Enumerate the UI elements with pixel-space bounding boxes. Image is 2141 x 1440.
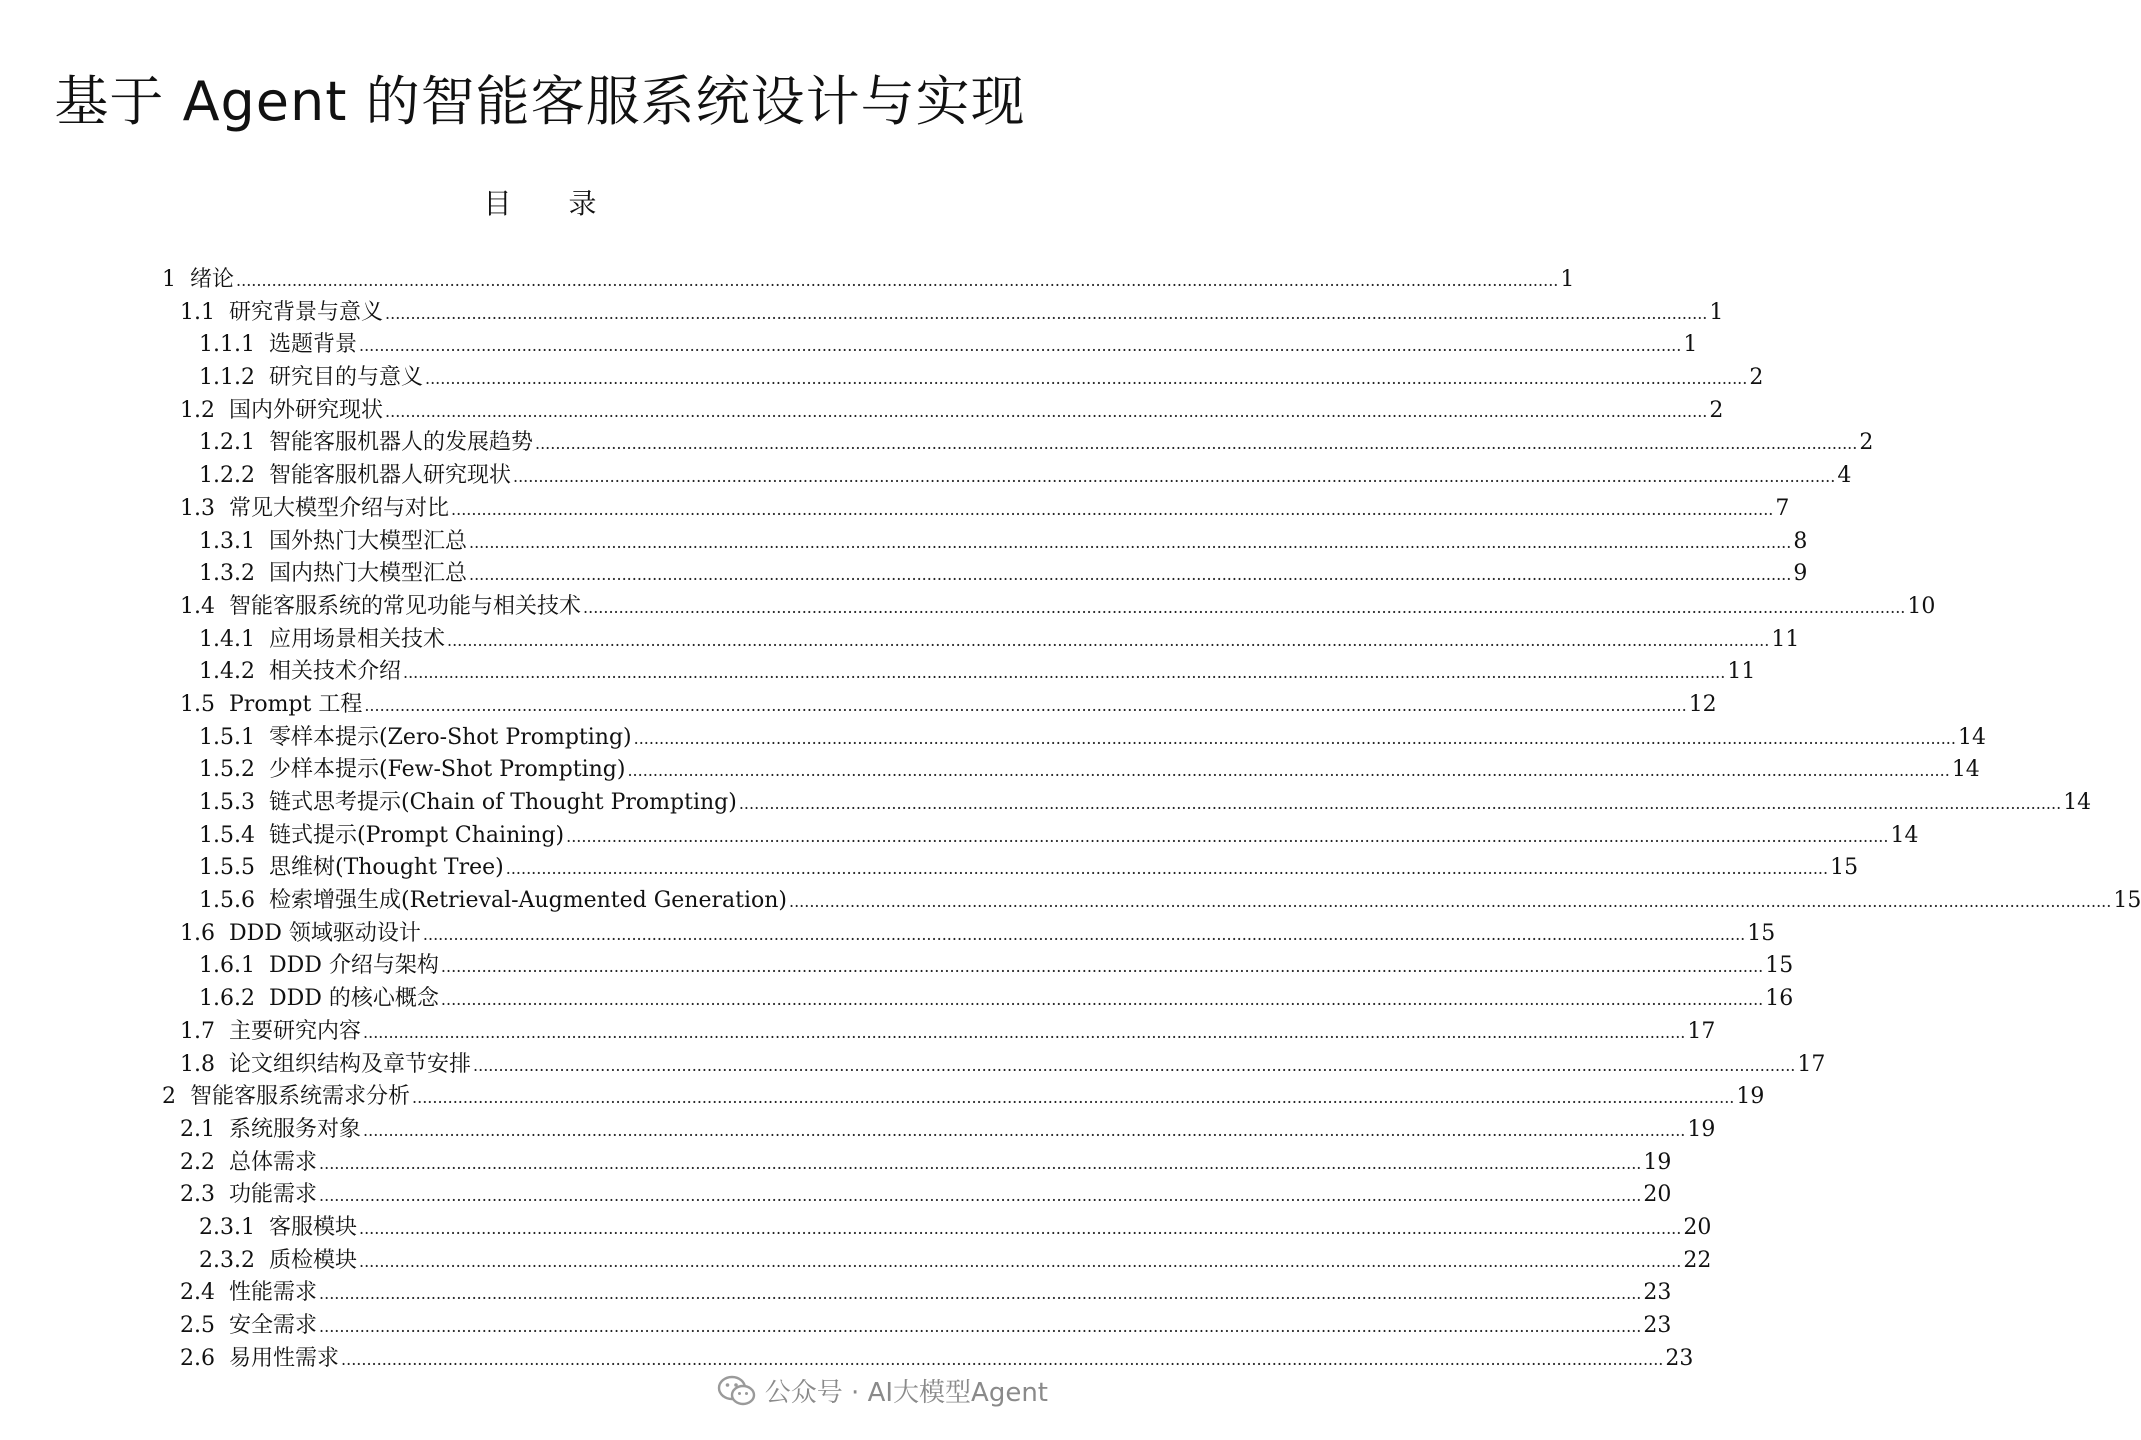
toc-leader-dots: .................................................................................................................................................................................................................................................................... [385, 303, 1708, 323]
toc-entry-page: 15 [2113, 888, 2141, 914]
toc-entry-page: 23 [1643, 1280, 1672, 1306]
toc-entry-page: 2 [1859, 430, 1874, 456]
toc-entry-page: 1 [1560, 267, 1575, 292]
toc-leader-dots: .................................................................................................................................................................................................................................................................... [425, 369, 1748, 389]
toc-entry-title: 应用场景相关技术 [268, 626, 445, 652]
toc-entry-number: 1.4.1 [199, 626, 255, 652]
toc-leader-dots: .................................................................................................................................................................................................................................................................... [319, 1317, 1642, 1336]
toc-entry-title: 易用性需求 [229, 1345, 340, 1371]
toc-entry-title: 相关技术介绍 [268, 659, 401, 685]
toc-entry-page: 12 [1688, 691, 1717, 717]
toc-entry-number: 2.1 [180, 1116, 215, 1142]
toc-entry-title: DDD 的核心概念 [268, 986, 439, 1012]
toc-entry-number: 2 [162, 1084, 176, 1110]
toc-leader-dots: .................................................................................................................................................................................................................................................................... [627, 761, 1950, 781]
toc-entry-number: 2.3.2 [199, 1247, 255, 1273]
toc-entry[interactable] [162, 493, 1790, 526]
toc-leader-dots: .................................................................................................................................................................................................................................................................... [359, 336, 1682, 356]
toc-entry-title: 绪论 [190, 267, 235, 292]
toc-entry-number: 1.7 [180, 1018, 215, 1044]
toc-entry-number: 1.2.1 [199, 430, 255, 456]
toc-leader-dots: .................................................................................................................................................................................................................................................................... [412, 1088, 1735, 1108]
toc-entry-number: 1.5.6 [199, 888, 255, 914]
toc-entry[interactable] [162, 558, 1808, 591]
toc-leader-dots: .................................................................................................................................................................................................................................................................... [319, 1186, 1642, 1206]
toc-leader-dots: .................................................................................................................................................................................................................................................................... [583, 597, 1906, 617]
toc-entry[interactable] [162, 1343, 1694, 1376]
toc-entry[interactable] [162, 591, 1936, 624]
toc-leader-dots: .................................................................................................................................................................................................................................................................... [789, 892, 2112, 912]
toc-entry-page: 14 [1890, 822, 1919, 848]
toc-entry-number: 2.2 [180, 1149, 215, 1175]
toc-entry-page: 1 [1683, 332, 1698, 358]
toc-entry[interactable] [162, 1277, 1672, 1310]
toc-entry-number: 1.5.4 [199, 822, 255, 848]
toc-entry[interactable] [162, 1179, 1672, 1212]
toc-leader-dots: .................................................................................................................................................................................................................................................................... [469, 565, 1792, 585]
toc-leader-dots: .................................................................................................................................................................................................................................................................... [566, 826, 1889, 846]
toc-entry[interactable] [162, 362, 1764, 395]
toc-entry-page: 23 [1643, 1313, 1672, 1338]
toc-leader-dots: .................................................................................................................................................................................................................................................................... [451, 499, 1774, 519]
toc-entry-page: 15 [1765, 953, 1794, 979]
toc-entry-title: 智能客服系统需求分析 [190, 1084, 411, 1110]
toc-entry[interactable] [162, 1245, 1712, 1278]
toc-entry-page: 14 [1957, 724, 1986, 750]
toc-leader-dots: .................................................................................................................................................................................................................................................................... [535, 434, 1858, 454]
toc-entry-title: 智能客服机器人的发展趋势 [268, 430, 533, 456]
toc-entry-number: 1 [162, 267, 176, 292]
toc-entry-page: 2 [1749, 365, 1764, 391]
toc-entry-page: 10 [1907, 593, 1936, 619]
toc-heading: 目 录 [483, 187, 621, 220]
toc-entry-number: 1.4 [180, 593, 215, 619]
toc-leader-dots: .................................................................................................................................................................................................................................................................... [359, 1218, 1682, 1238]
toc-entry-title: 质检模块 [268, 1247, 357, 1273]
toc-entry-title: 链式思考提示(Chain of Thought Prompting) [268, 790, 737, 815]
toc-entry-title: 国外热门大模型汇总 [268, 528, 467, 554]
toc-entry[interactable] [162, 624, 1800, 657]
toc-leader-dots: .................................................................................................................................................................................................................................................................... [363, 1022, 1686, 1042]
toc-leader-dots: .................................................................................................................................................................................................................................................................... [236, 271, 1559, 290]
toc-entry-page: 23 [1665, 1345, 1694, 1371]
toc-entry-number: 1.5.2 [199, 757, 255, 783]
toc-entry-title: 主要研究内容 [229, 1018, 362, 1044]
toc-entry[interactable] [162, 395, 1724, 428]
toc-entry-title: 功能需求 [229, 1182, 318, 1208]
toc-entry-page: 15 [1830, 855, 1859, 881]
toc-entry[interactable] [162, 754, 1980, 787]
toc-entry-number: 1.5 [180, 691, 215, 717]
toc-entry-title: 选题背景 [268, 332, 357, 358]
toc-entry-number: 1.5.5 [199, 855, 255, 881]
toc-entry-number: 1.2 [180, 397, 215, 423]
toc-leader-dots: .................................................................................................................................................................................................................................................................... [403, 663, 1726, 683]
toc-entry-page: 22 [1683, 1247, 1712, 1273]
watermark [717, 1372, 1048, 1409]
toc-entry-page: 16 [1765, 986, 1794, 1012]
toc-entry-title: DDD 领域驱动设计 [229, 920, 421, 946]
toc-entry[interactable] [162, 1049, 1826, 1082]
toc-entry-number: 1.1 [180, 299, 215, 325]
toc-entry[interactable] [162, 1212, 1712, 1245]
toc-entry[interactable] [162, 689, 1717, 722]
toc-entry-number: 1.3.2 [199, 561, 255, 587]
toc-entry[interactable] [162, 918, 1776, 951]
toc-entry[interactable] [162, 1147, 1672, 1180]
toc-entry-title: 客服模块 [268, 1214, 357, 1240]
toc-entry-number: 1.8 [180, 1051, 215, 1077]
toc-entry-page: 14 [1951, 757, 1980, 783]
toc-entry-title: 性能需求 [229, 1280, 318, 1306]
toc-entry[interactable] [162, 1310, 1672, 1343]
watermark-text: 公众号 · AI大模型Agent [764, 1378, 1048, 1408]
toc-leader-dots: .................................................................................................................................................................................................................................................................... [319, 1153, 1642, 1173]
toc-entry-title: 国内热门大模型汇总 [268, 561, 467, 587]
toc-entry-number: 2.3 [180, 1182, 215, 1208]
toc-leader-dots: .................................................................................................................................................................................................................................................................... [469, 532, 1792, 552]
toc-entry-number: 1.6.2 [199, 986, 255, 1012]
toc-entry-page: 20 [1683, 1214, 1712, 1240]
toc-leader-dots: .................................................................................................................................................................................................................................................................... [364, 695, 1687, 715]
toc-leader-dots: .................................................................................................................................................................................................................................................................... [513, 467, 1836, 487]
toc-entry-page: 1 [1709, 299, 1724, 325]
toc-leader-dots: .................................................................................................................................................................................................................................................................... [440, 957, 1764, 977]
toc-entry[interactable] [162, 983, 1794, 1016]
toc-entry-page: 9 [1793, 561, 1808, 587]
toc-entry[interactable] [162, 329, 1698, 362]
toc-entry-number: 1.1.1 [199, 332, 255, 358]
toc-entry[interactable] [162, 1081, 1765, 1114]
document-title: 基于 Agent 的智能客服系统设计与实现 [54, 70, 1026, 133]
toc-entry-number: 1.3 [180, 495, 215, 521]
toc-entry-title: 论文组织结构及章节安排 [229, 1051, 472, 1077]
toc-entry-page: 7 [1775, 495, 1790, 521]
toc-entry-title: 系统服务对象 [229, 1116, 362, 1142]
toc-entry-title: DDD 介绍与架构 [268, 953, 439, 979]
toc-leader-dots: .................................................................................................................................................................................................................................................................... [440, 990, 1764, 1010]
toc-entry-page: 19 [1736, 1084, 1765, 1110]
toc-entry[interactable] [162, 1016, 1716, 1049]
toc-entry-number: 1.5.3 [199, 790, 255, 815]
toc-entry-number: 2.6 [180, 1345, 215, 1371]
toc-entry-title: 思维树(Thought Tree) [268, 855, 504, 881]
toc-entry[interactable] [162, 656, 1756, 689]
toc-entry-number: 1.3.1 [199, 528, 255, 554]
toc-entry[interactable] [162, 820, 1919, 853]
toc-entry-page: 8 [1793, 528, 1808, 554]
toc-entry-number: 1.5.1 [199, 724, 255, 750]
toc-entry[interactable] [162, 852, 1859, 885]
toc-entry-title: Prompt 工程 [229, 691, 363, 717]
toc-leader-dots: .................................................................................................................................................................................................................................................................... [422, 924, 1746, 944]
toc-entry-number: 1.6 [180, 920, 215, 946]
toc-entry-page: 14 [2063, 790, 2092, 815]
toc-leader-dots: .................................................................................................................................................................................................................................................................... [363, 1120, 1686, 1140]
toc-entry[interactable] [162, 787, 2092, 820]
toc-entry-number: 1.4.2 [199, 659, 255, 685]
toc-leader-dots: .................................................................................................................................................................................................................................................................... [738, 794, 2062, 813]
toc-leader-dots: .................................................................................................................................................................................................................................................................... [447, 630, 1770, 650]
toc-leader-dots: .................................................................................................................................................................................................................................................................... [341, 1349, 1664, 1369]
toc-entry-page: 4 [1837, 463, 1852, 489]
table-of-contents [162, 264, 2141, 1375]
toc-leader-dots: .................................................................................................................................................................................................................................................................... [505, 859, 1829, 879]
toc-entry-page: 19 [1643, 1149, 1672, 1175]
toc-entry-title: 国内外研究现状 [229, 397, 384, 423]
toc-entry-title: 常见大模型介绍与对比 [229, 495, 450, 521]
toc-entry-page: 2 [1709, 397, 1724, 423]
toc-entry-title: 智能客服机器人研究现状 [268, 463, 511, 489]
wechat-logo-icon [717, 1374, 757, 1408]
toc-entry-page: 17 [1797, 1051, 1826, 1077]
toc-leader-dots: .................................................................................................................................................................................................................................................................... [633, 728, 1956, 748]
toc-entry-title: 零样本提示(Zero-Shot Prompting) [268, 724, 632, 750]
toc-entry[interactable] [162, 1114, 1716, 1147]
toc-entry-page: 20 [1643, 1182, 1672, 1208]
toc-entry-number: 1.2.2 [199, 463, 255, 489]
toc-entry-page: 19 [1687, 1116, 1716, 1142]
toc-entry-title: 智能客服系统的常见功能与相关技术 [229, 593, 582, 619]
toc-entry[interactable] [162, 722, 1986, 755]
toc-entry-page: 15 [1747, 920, 1776, 946]
toc-entry-page: 11 [1771, 626, 1800, 652]
toc-entry[interactable] [162, 526, 1808, 559]
toc-entry-number: 1.6.1 [199, 953, 255, 979]
toc-entry-title: 少样本提示(Few-Shot Prompting) [268, 757, 626, 783]
toc-entry-page: 17 [1687, 1018, 1716, 1044]
toc-entry-title: 链式提示(Prompt Chaining) [268, 822, 565, 848]
toc-entry-number: 2.4 [180, 1280, 215, 1306]
toc-entry-number: 2.3.1 [199, 1214, 255, 1240]
toc-entry[interactable] [162, 297, 1724, 330]
toc-entry-page: 11 [1727, 659, 1756, 685]
toc-entry[interactable] [162, 264, 1575, 297]
toc-entry-title: 研究背景与意义 [229, 299, 384, 325]
toc-entry-title: 检索增强生成(Retrieval-Augmented Generation) [268, 888, 787, 914]
toc-entry[interactable] [162, 427, 1874, 460]
toc-leader-dots: .................................................................................................................................................................................................................................................................... [385, 401, 1708, 421]
toc-leader-dots: .................................................................................................................................................................................................................................................................... [473, 1055, 1796, 1075]
toc-entry-number: 1.1.2 [199, 365, 255, 391]
toc-leader-dots: .................................................................................................................................................................................................................................................................... [359, 1251, 1682, 1271]
toc-entry-title: 安全需求 [229, 1313, 318, 1338]
toc-leader-dots: .................................................................................................................................................................................................................................................................... [319, 1284, 1642, 1304]
toc-entry-number: 2.5 [180, 1313, 215, 1338]
toc-entry-title: 总体需求 [229, 1149, 318, 1175]
toc-entry[interactable] [162, 950, 1794, 983]
toc-entry[interactable] [162, 460, 1852, 493]
toc-entry[interactable] [162, 885, 2141, 918]
toc-entry-title: 研究目的与意义 [268, 365, 423, 391]
